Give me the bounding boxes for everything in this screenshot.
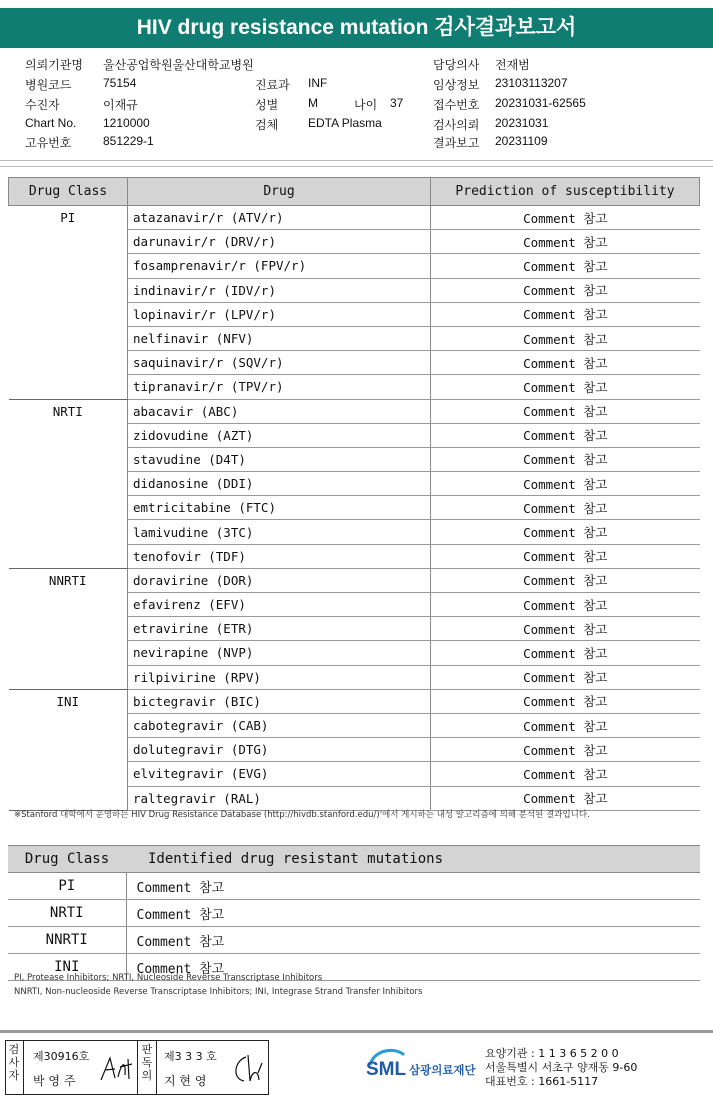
drug-name-cell: etravirine (ETR) bbox=[128, 617, 431, 641]
drug-name-cell: rilpivirine (RPV) bbox=[128, 665, 431, 689]
drug-name-cell: saquinavir/r (SQV/r) bbox=[128, 351, 431, 375]
drug-name-cell: elvitegravir (EVG) bbox=[128, 762, 431, 786]
prediction-cell: Comment 참고 bbox=[431, 472, 700, 496]
prediction-cell: Comment 참고 bbox=[431, 568, 700, 592]
drug-name-cell: darunavir/r (DRV/r) bbox=[128, 230, 431, 254]
drug-class-cell: INI bbox=[8, 954, 126, 981]
prediction-cell: Comment 참고 bbox=[431, 738, 700, 762]
drug-name-cell: indinavir/r (IDV/r) bbox=[128, 278, 431, 302]
table-row bbox=[8, 927, 700, 954]
drug-name-cell: abacavir (ABC) bbox=[128, 399, 431, 423]
info-value: 이재규 bbox=[103, 98, 138, 112]
institution-address: 서울특별시 서초구 양재동 9-60 bbox=[485, 1061, 638, 1074]
info-value: 20231031 bbox=[495, 116, 549, 130]
report-title: HIV drug resistance mutation 검사결과보고서 bbox=[0, 8, 713, 48]
info-value: 851229-1 bbox=[103, 134, 154, 148]
drug-class-cell: NRTI bbox=[8, 900, 126, 927]
reviewer-signature-icon bbox=[228, 1051, 266, 1087]
info-value: EDTA Plasma bbox=[308, 116, 382, 130]
drug-name-cell: zidovudine (AZT) bbox=[128, 423, 431, 447]
reviewer-label bbox=[139, 1043, 155, 1082]
table-row bbox=[9, 206, 700, 230]
info-label: 의뢰기관명 bbox=[25, 58, 83, 72]
info-value: 1210000 bbox=[103, 116, 150, 130]
info-label: 성별 bbox=[255, 98, 279, 112]
prediction-cell: Comment 참고 bbox=[431, 665, 700, 689]
header-drug-class: Drug Class bbox=[9, 178, 128, 206]
info-label: 수진자 bbox=[25, 98, 60, 112]
prediction-cell: Comment 참고 bbox=[431, 254, 700, 278]
drug-class-cell: INI bbox=[9, 689, 128, 810]
drug-name-cell: cabotegravir (CAB) bbox=[128, 713, 431, 737]
info-value: 전재범 bbox=[495, 58, 530, 72]
divider bbox=[0, 166, 713, 167]
info-label: 고유번호 bbox=[25, 136, 72, 150]
drug-name-cell: tenofovir (TDF) bbox=[128, 544, 431, 568]
drug-name-cell: bictegravir (BIC) bbox=[128, 689, 431, 713]
drug-name-cell: nevirapine (NVP) bbox=[128, 641, 431, 665]
info-label: Chart No. bbox=[25, 116, 77, 130]
info-value: 23103113207 bbox=[495, 76, 568, 90]
tester-label bbox=[6, 1043, 22, 1082]
mutation-table bbox=[8, 845, 700, 981]
table-row bbox=[9, 399, 700, 423]
table-row bbox=[8, 873, 700, 900]
drug-name-cell: stavudine (D4T) bbox=[128, 447, 431, 471]
drug-name-cell: efavirenz (EFV) bbox=[128, 593, 431, 617]
drug-name-cell: dolutegravir (DTG) bbox=[128, 738, 431, 762]
tester-license: 제30916호 bbox=[33, 1050, 90, 1063]
prediction-cell: Comment 참고 bbox=[431, 230, 700, 254]
prediction-cell: Comment 참고 bbox=[431, 351, 700, 375]
prediction-cell: Comment 참고 bbox=[431, 326, 700, 350]
table-row bbox=[9, 568, 700, 592]
prediction-cell: Comment 참고 bbox=[431, 447, 700, 471]
info-label: 접수번호 bbox=[433, 98, 480, 112]
divider bbox=[137, 1041, 138, 1094]
drug-class-cell: NNRTI bbox=[9, 568, 128, 689]
prediction-cell: Comment 참고 bbox=[431, 206, 700, 230]
prediction-cell: Comment 참고 bbox=[431, 496, 700, 520]
prediction-cell: Comment 참고 bbox=[431, 399, 700, 423]
divider bbox=[156, 1041, 157, 1094]
prediction-cell: Comment 참고 bbox=[431, 278, 700, 302]
prediction-cell: Comment 참고 bbox=[431, 375, 700, 399]
info-label: 검체 bbox=[255, 118, 279, 132]
vertical-label-char: 의 bbox=[141, 1069, 153, 1082]
prediction-cell: Comment 참고 bbox=[431, 520, 700, 544]
institution-phone: 대표번호 : 1661-5117 bbox=[485, 1075, 599, 1088]
info-label: 진료과 bbox=[255, 78, 290, 92]
vertical-label-char: 판 bbox=[141, 1043, 153, 1056]
mutation-cell: Comment 참고 bbox=[126, 927, 700, 954]
vertical-label-char: 검 bbox=[8, 1043, 20, 1056]
info-label: 결과보고 bbox=[433, 136, 480, 150]
svg-text:SML: SML bbox=[366, 1059, 407, 1080]
tester-signature-icon bbox=[98, 1053, 136, 1085]
drug-class-cell: PI bbox=[9, 206, 128, 400]
divider bbox=[23, 1041, 24, 1094]
prediction-cell: Comment 참고 bbox=[431, 302, 700, 326]
info-value: 37 bbox=[390, 96, 404, 110]
drug-name-cell: atazanavir/r (ATV/r) bbox=[128, 206, 431, 230]
vertical-label-char: 사 bbox=[8, 1056, 20, 1069]
info-label: 임상정보 bbox=[433, 78, 480, 92]
mutation-cell: Comment 참고 bbox=[126, 873, 700, 900]
source-note: ※Stanford 대학에서 운영하는 HIV Drug Resistance Database (http://hivdb.stanford.edu/)'에서 게시하는 내성 알고리즘에 의해 분석된 결과입니다. bbox=[14, 810, 590, 820]
prediction-cell: Comment 참고 bbox=[431, 544, 700, 568]
drug-class-cell: NNRTI bbox=[8, 927, 126, 954]
prediction-cell: Comment 참고 bbox=[431, 617, 700, 641]
drug-name-cell: emtricitabine (FTC) bbox=[128, 496, 431, 520]
info-value: 20231109 bbox=[495, 134, 548, 148]
susceptibility-table bbox=[8, 177, 700, 811]
reviewer-name: 지 현 영 bbox=[164, 1074, 207, 1088]
drug-name-cell: lopinavir/r (LPV/r) bbox=[128, 302, 431, 326]
prediction-cell: Comment 참고 bbox=[431, 713, 700, 737]
abbreviation-line-2: NNRTI, Non-nucleoside Reverse Transcriptase Inhibitors; INI, Integrase Strand Transfer Inhibitors bbox=[14, 987, 423, 997]
prediction-cell: Comment 참고 bbox=[431, 641, 700, 665]
info-value: 울산공업학원울산대학교병원 bbox=[103, 58, 254, 72]
signature-box bbox=[5, 1040, 269, 1095]
drug-name-cell: didanosine (DDI) bbox=[128, 472, 431, 496]
institution-logo bbox=[366, 1045, 482, 1087]
vertical-label-char: 독 bbox=[141, 1056, 153, 1069]
prediction-cell: Comment 참고 bbox=[431, 689, 700, 713]
info-label: 나이 bbox=[354, 98, 378, 112]
svg-text:삼광의료재단: 삼광의료재단 bbox=[409, 1063, 476, 1077]
drug-name-cell: fosamprenavir/r (FPV/r) bbox=[128, 254, 431, 278]
abbreviation-line-1: PI, Protease Inhibitors; NRTI, Nucleoside Reverse Transcriptase Inhibitors bbox=[14, 973, 323, 983]
divider bbox=[0, 160, 713, 161]
mutation-cell: Comment 참고 bbox=[126, 900, 700, 927]
info-value: INF bbox=[308, 76, 328, 90]
info-label: 담당의사 bbox=[433, 58, 480, 72]
prediction-cell: Comment 참고 bbox=[431, 786, 700, 810]
institution-info bbox=[485, 1047, 637, 1089]
drug-name-cell: doravirine (DOR) bbox=[128, 568, 431, 592]
header-prediction: Prediction of susceptibility bbox=[431, 178, 700, 206]
prediction-cell: Comment 참고 bbox=[431, 762, 700, 786]
prediction-cell: Comment 참고 bbox=[431, 593, 700, 617]
drug-name-cell: tipranavir/r (TPV/r) bbox=[128, 375, 431, 399]
info-value: 75154 bbox=[103, 76, 137, 90]
header-drug: Drug bbox=[128, 178, 431, 206]
drug-class-cell: NRTI bbox=[9, 399, 128, 568]
drug-name-cell: nelfinavir (NFV) bbox=[128, 326, 431, 350]
vertical-label-char: 자 bbox=[8, 1069, 20, 1082]
drug-name-cell: lamivudine (3TC) bbox=[128, 520, 431, 544]
header-drug-class: Drug Class bbox=[8, 846, 126, 873]
info-value: 20231031-62565 bbox=[495, 96, 586, 110]
prediction-cell: Comment 참고 bbox=[431, 423, 700, 447]
drug-class-cell: PI bbox=[8, 873, 126, 900]
reviewer-license: 제3 3 3 호 bbox=[164, 1050, 217, 1063]
table-row bbox=[9, 689, 700, 713]
info-value: M bbox=[308, 96, 318, 110]
tester-name: 박 영 주 bbox=[33, 1074, 76, 1088]
table-row bbox=[8, 900, 700, 927]
footer-divider bbox=[0, 1030, 713, 1033]
info-label: 검사의뢰 bbox=[433, 118, 480, 132]
sml-logo-icon bbox=[366, 1045, 482, 1083]
info-label: 병원코드 bbox=[25, 78, 72, 92]
header-mutations: Identified drug resistant mutations bbox=[126, 846, 700, 873]
mutation-cell: Comment 참고 bbox=[126, 954, 700, 981]
drug-name-cell: raltegravir (RAL) bbox=[128, 786, 431, 810]
institution-code: 요양기관 : 1 1 3 6 5 2 0 0 bbox=[485, 1047, 619, 1060]
